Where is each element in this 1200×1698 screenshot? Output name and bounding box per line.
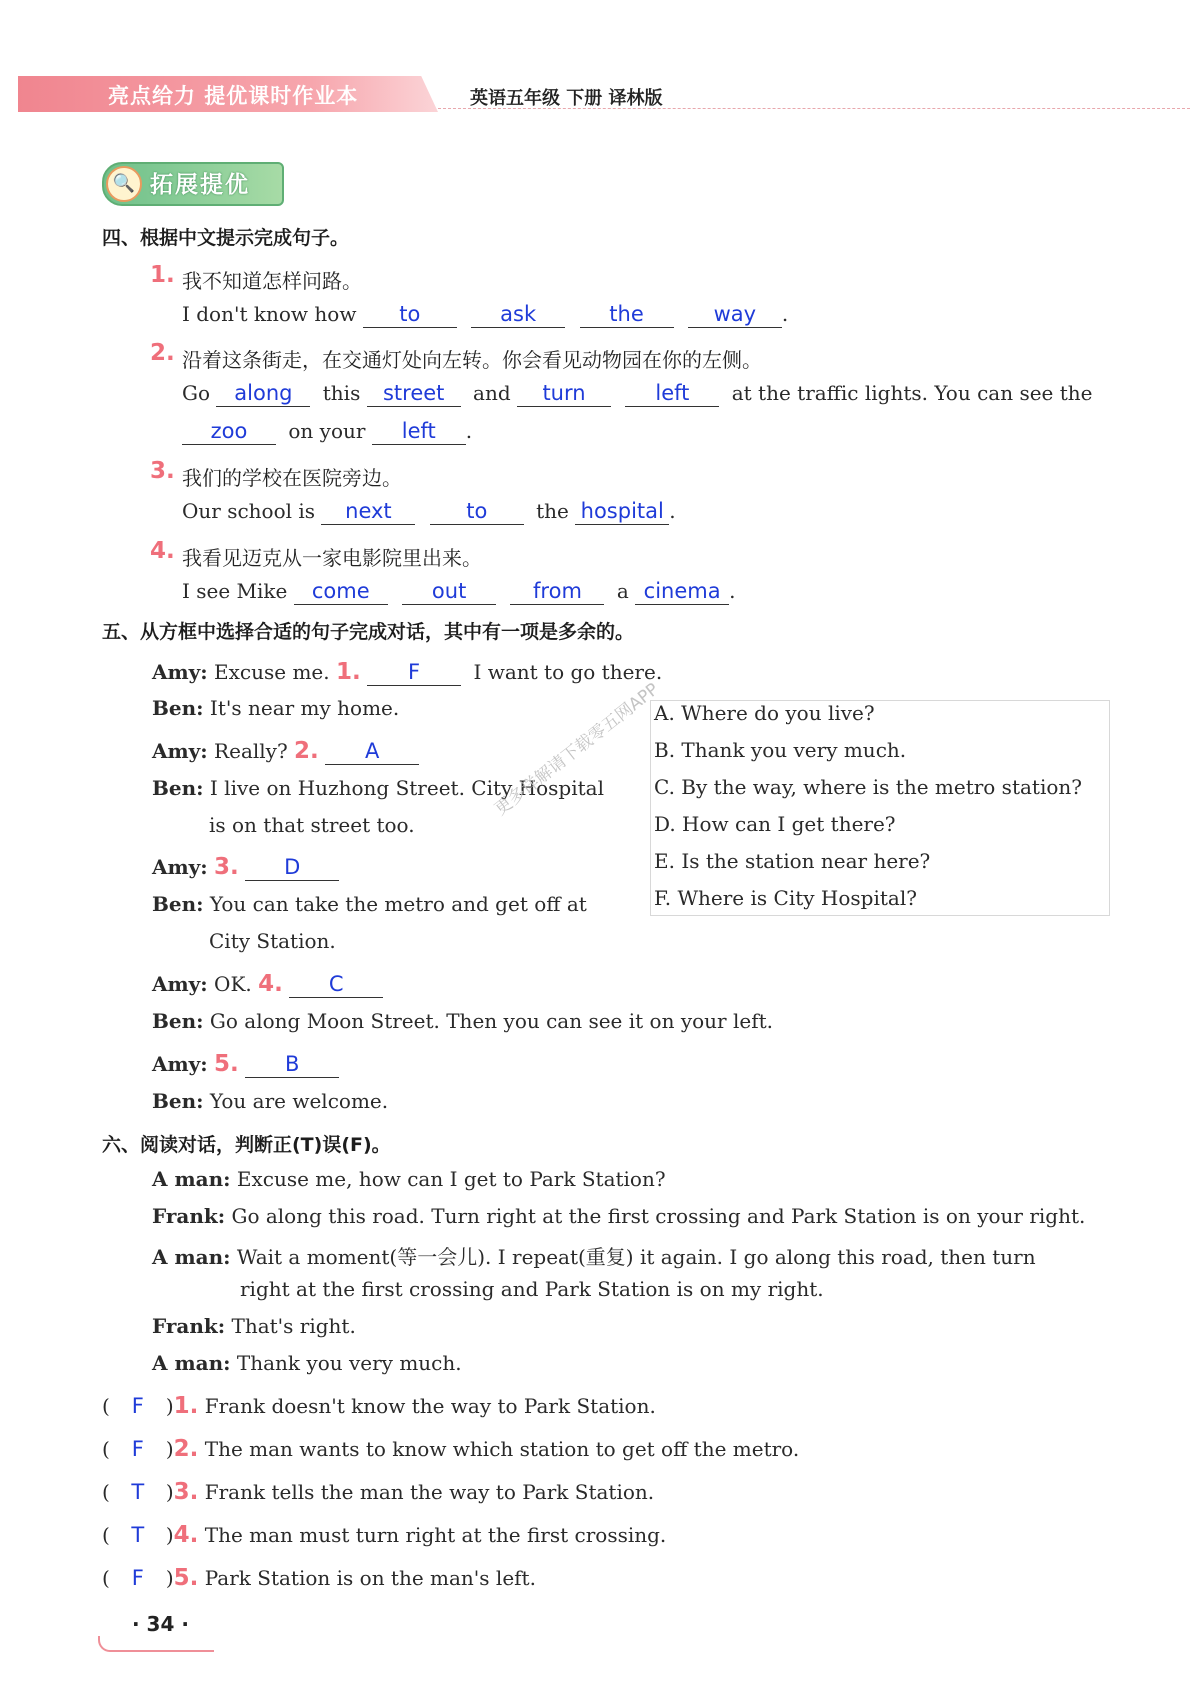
judgement-answer: F (131, 1394, 144, 1418)
judgement-text: Frank tells the man the way to Park Station. (204, 1480, 655, 1504)
line-text: I live on Huzhong Street. City Hospital (209, 776, 604, 800)
line-text: I want to go there. (473, 660, 663, 684)
q4-chinese: 我看见迈克从一家电影院里出来。 (182, 546, 482, 570)
q2-blank-1: along (216, 380, 310, 407)
passage-line-3 (152, 1241, 1036, 1270)
speaker: Frank: (152, 1204, 226, 1228)
speaker: A man: (152, 1351, 231, 1375)
magnifier-icon: 🔍 (106, 166, 142, 202)
dialogue-line-2 (152, 696, 399, 720)
q3-sentence (182, 498, 676, 525)
option-f: F. Where is City Hospital? (654, 886, 917, 910)
speaker: Ben: (152, 776, 204, 800)
line-text: Excuse me, how can I get to Park Station? (236, 1167, 666, 1191)
q1-lead: I don't know how (182, 302, 357, 326)
option-b: B. Thank you very much. (654, 738, 907, 762)
paren: ) (165, 1523, 174, 1547)
q-number: 2. (150, 340, 175, 366)
q-number: 5. (214, 1051, 239, 1077)
line-text: Thank you very much. (236, 1351, 462, 1375)
q1-end: . (781, 302, 789, 326)
dialogue-line-1 (152, 659, 662, 686)
q2-blank-3: turn (517, 380, 611, 407)
q4-blank-2: out (402, 578, 496, 605)
dialogue-line-8 (152, 1009, 773, 1033)
option-e: E. Is the station near here? (654, 849, 931, 873)
passage-line-3-cont: right at the first crossing and Park Station is on my right. (240, 1277, 824, 1301)
q-number: 2. (294, 738, 319, 764)
q2-sentence-line2 (182, 418, 472, 445)
judgement-answer: T (131, 1480, 145, 1504)
q-number: 3. (173, 1479, 199, 1505)
paren: ( (102, 1566, 110, 1590)
q-number: 4. (150, 538, 175, 564)
speaker: Ben: (152, 1089, 204, 1113)
judgement-4 (102, 1522, 666, 1548)
q2-blank-2: street (367, 380, 461, 407)
speaker: Amy: (152, 739, 208, 763)
line-text: Excuse me. (214, 660, 330, 684)
q3-blank-2: to (430, 498, 524, 525)
q3-end: . (669, 499, 676, 523)
dialogue-line-9 (152, 1051, 339, 1078)
q2-sentence-line1 (182, 380, 1093, 407)
q4-blank-4: cinema (635, 578, 729, 605)
q3-chinese: 我们的学校在医院旁边。 (182, 466, 402, 490)
paren: ) (165, 1437, 174, 1461)
q-number: 1. (150, 262, 175, 288)
q4-sentence (182, 578, 735, 605)
q2-tail: at the traffic lights. You can see the (731, 381, 1093, 405)
speaker: A man: (152, 1245, 231, 1269)
q3-blank-1: next (321, 498, 415, 525)
paren: ( (102, 1437, 110, 1461)
judgement-2 (102, 1436, 799, 1462)
passage-line-2 (152, 1204, 1085, 1228)
q4-lead: I see Mike (182, 579, 288, 603)
q1-blank-4: way (688, 301, 782, 328)
q2-blank-5: zoo (182, 418, 276, 445)
dialogue-line-5 (152, 854, 339, 881)
q4-blank-1: come (294, 578, 388, 605)
judgement-3 (102, 1479, 654, 1505)
q1-blank-1: to (363, 301, 457, 328)
line-text: You can take the metro and get off at (209, 892, 587, 916)
speaker: Ben: (152, 892, 204, 916)
judgement-text: Frank doesn't know the way to Park Station. (204, 1394, 656, 1418)
speaker: Amy: (152, 972, 208, 996)
passage-line-1 (152, 1167, 666, 1191)
speaker: Amy: (152, 855, 208, 879)
line-text: Go along Moon Street. Then you can see it on your left. (209, 1009, 773, 1033)
q3-word: the (536, 499, 569, 523)
line-text: Go along this road. Turn right at the first crossing and Park Station is on your right. (231, 1204, 1086, 1228)
s5-blank-2: A (325, 738, 419, 765)
speaker: Frank: (152, 1314, 226, 1338)
q2-word: and (473, 381, 511, 405)
section4-heading: 四、根据中文提示完成句子。 (102, 227, 350, 249)
q1-blank-3: the (580, 301, 674, 328)
judgement-text: The man wants to know which station to get off the metro. (204, 1437, 800, 1461)
q-number: 1. (335, 659, 361, 685)
s5-blank-5: B (245, 1051, 339, 1078)
judgement-answer: T (131, 1523, 145, 1547)
q4-word: a (616, 579, 629, 603)
paren: ) (165, 1566, 174, 1590)
q1-sentence (182, 301, 788, 328)
speaker: Ben: (152, 1009, 204, 1033)
q-number: 4. (173, 1522, 199, 1548)
line-text: It's near my home. (209, 696, 400, 720)
q2-word: this (322, 381, 361, 405)
q-number: 1. (173, 1393, 199, 1419)
section6-heading: 六、阅读对话，判断正(T)误(F)。 (102, 1134, 391, 1156)
judgement-text: The man must turn right at the first crossing. (204, 1523, 667, 1547)
option-d: D. How can I get there? (654, 812, 896, 836)
line-text: Really? (214, 739, 288, 763)
s5-blank-1: F (367, 659, 461, 686)
page-number-decoration (98, 1636, 214, 1652)
judgement-answer: F (131, 1437, 144, 1461)
header-subtitle: 英语五年级 下册 译林版 (470, 88, 663, 109)
section-badge-label: 拓展提优 (150, 172, 250, 198)
paren: ( (102, 1394, 110, 1418)
speaker: Ben: (152, 696, 204, 720)
line-text: That's right. (231, 1314, 356, 1338)
header-divider (438, 108, 1190, 109)
header-title: 亮点给力 提优课时作业本 (108, 84, 359, 108)
passage-line-4 (152, 1314, 356, 1338)
q4-end: . (729, 579, 736, 603)
q1-blank-2: ask (471, 301, 565, 328)
speaker: A man: (152, 1167, 231, 1191)
q1-chinese: 我不知道怎样问路。 (182, 269, 362, 293)
judgement-answer: F (131, 1566, 144, 1590)
option-c: C. By the way, where is the metro station? (654, 775, 1082, 799)
paren: ( (102, 1523, 110, 1547)
line-text: You are welcome. (209, 1089, 389, 1113)
q2-blank-6: left (372, 418, 466, 445)
dialogue-line-3 (152, 738, 419, 765)
q2-end: . (465, 419, 473, 443)
options-box (650, 700, 1110, 916)
option-a: A. Where do you live? (654, 701, 875, 725)
q-number: 3. (214, 854, 239, 880)
page-number: · 34 · (132, 1612, 189, 1636)
q3-blank-3: hospital (575, 498, 669, 525)
dialogue-line-10 (152, 1089, 388, 1113)
s5-blank-4: C (289, 971, 383, 998)
paren: ( (102, 1480, 110, 1504)
paren: ) (165, 1480, 174, 1504)
q2-chinese: 沿着这条街走，在交通灯处向左转。你会看见动物园在你的左侧。 (182, 348, 762, 372)
q-number: 2. (173, 1436, 199, 1462)
section5-heading: 五、从方框中选择合适的句子完成对话，其中有一项是多余的。 (102, 621, 635, 643)
s5-blank-3: D (245, 854, 339, 881)
judgement-5 (102, 1565, 536, 1591)
q3-lead: Our school is (182, 499, 316, 523)
dialogue-line-7 (152, 971, 383, 998)
speaker: Amy: (152, 1052, 208, 1076)
q2-blank-4: left (625, 380, 719, 407)
paren: ) (165, 1394, 174, 1418)
line-text: Wait a moment(等一会儿). I repeat(重复) it again. I go along this road, then turn (236, 1245, 1036, 1269)
speaker: Amy: (152, 660, 208, 684)
q-number: 3. (150, 458, 175, 484)
q4-blank-3: from (510, 578, 604, 605)
q2-word: Go (182, 381, 211, 405)
q-number: 4. (258, 971, 283, 997)
q-number: 5. (173, 1565, 199, 1591)
q2-word: on your (288, 419, 366, 443)
line-text: OK. (214, 972, 252, 996)
dialogue-line-6 (152, 892, 587, 916)
dialogue-line-4-cont: is on that street too. (209, 813, 415, 837)
judgement-text: Park Station is on the man's left. (204, 1566, 536, 1590)
passage-line-5 (152, 1351, 462, 1375)
dialogue-line-6-cont: City Station. (209, 929, 336, 953)
judgement-1 (102, 1393, 656, 1419)
watermark: 更多详解请下载零五网APP (491, 679, 663, 820)
